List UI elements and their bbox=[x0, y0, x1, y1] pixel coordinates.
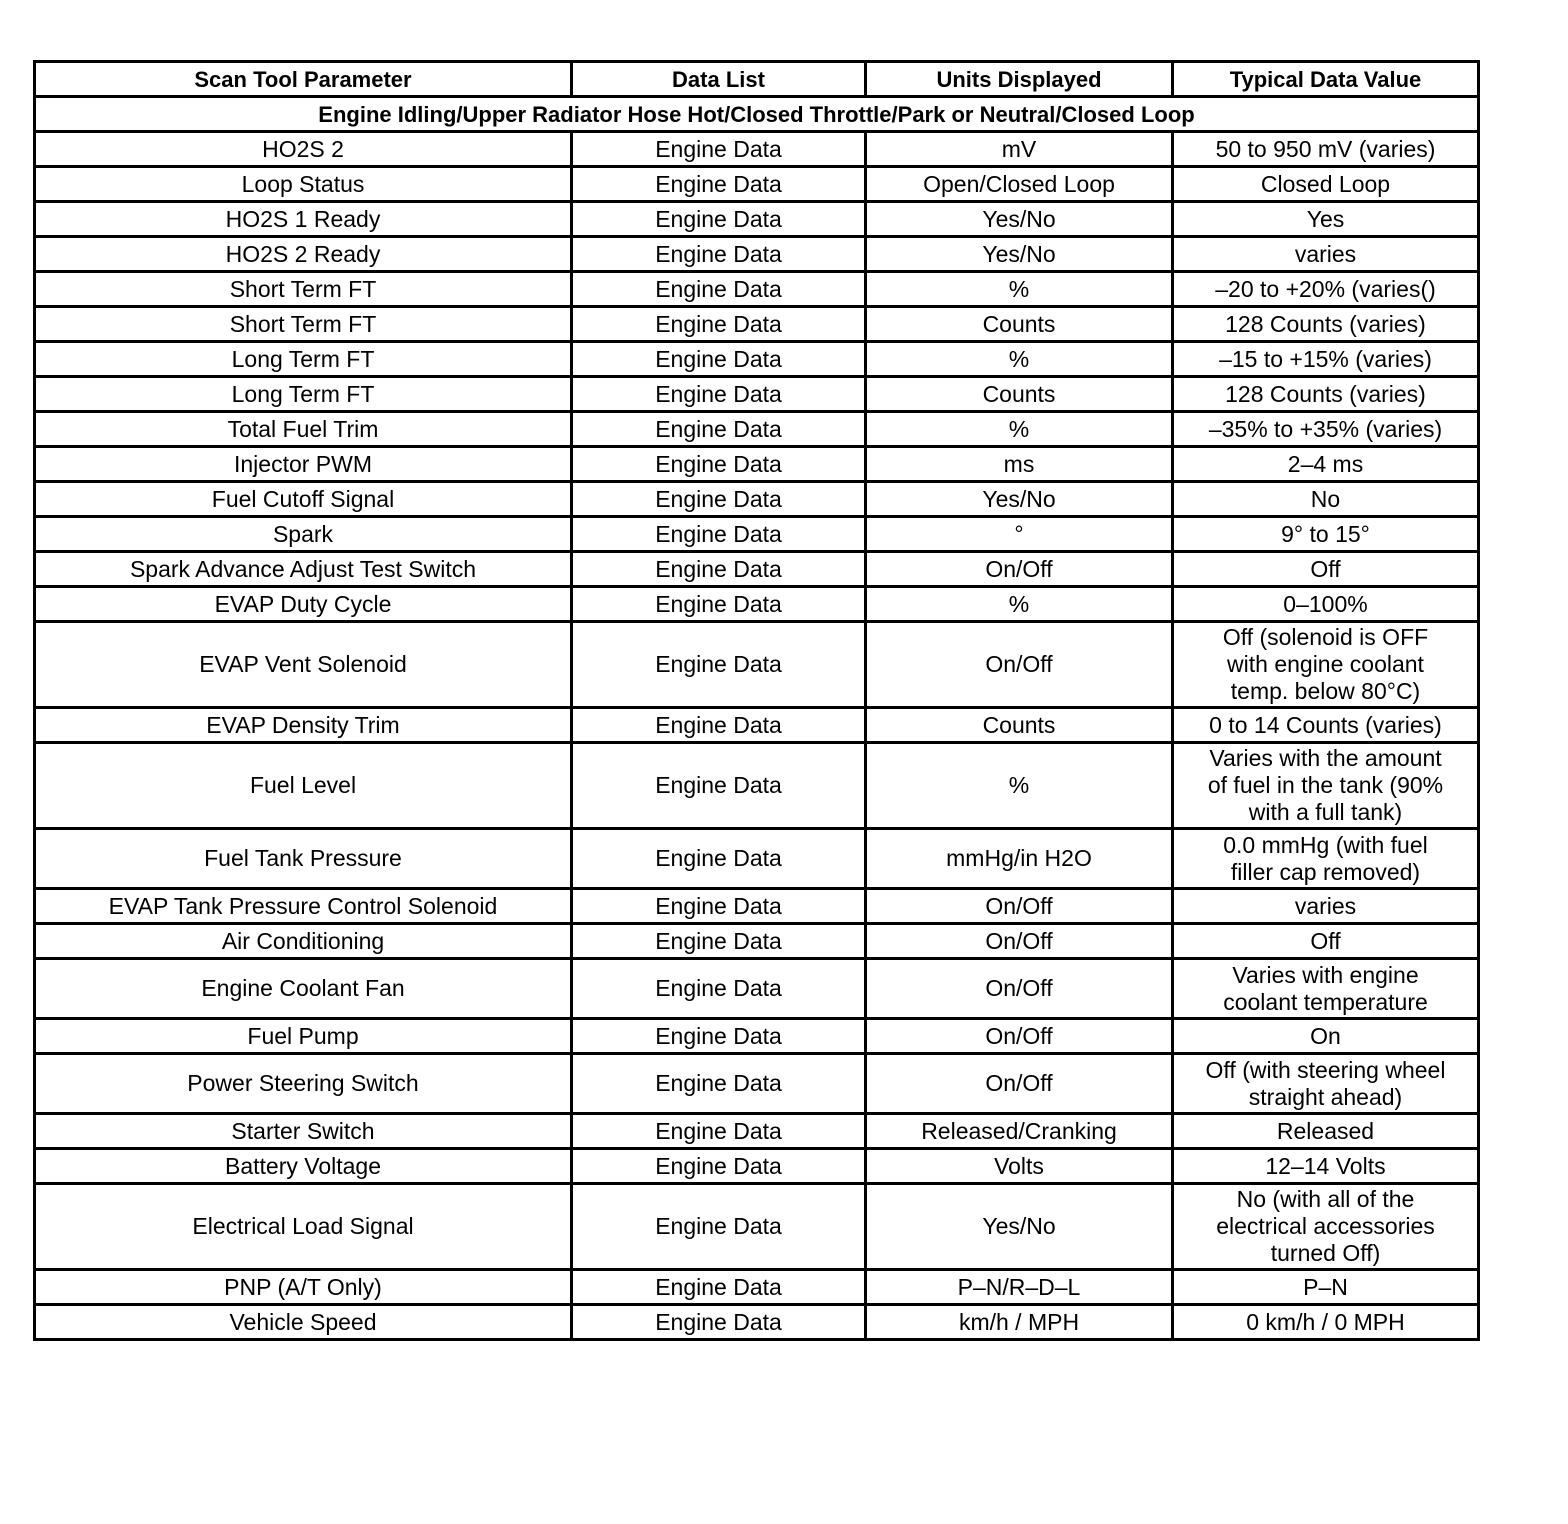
data-list-cell-text: Engine Data bbox=[655, 1308, 782, 1335]
data-list-cell bbox=[572, 924, 866, 959]
parameter-cell bbox=[35, 552, 572, 587]
header-data-list: Data List bbox=[572, 62, 866, 97]
units-cell-text: Volts bbox=[994, 1152, 1044, 1179]
parameter-cell-text: Vehicle Speed bbox=[229, 1308, 377, 1335]
parameter-cell bbox=[35, 1019, 572, 1054]
parameter-cell bbox=[35, 829, 572, 889]
table-row bbox=[35, 743, 1479, 829]
parameter-cell-text: PNP (A/T Only) bbox=[224, 1273, 382, 1300]
typical-value-cell-text: 0.0 mmHg (with fuel filler cap removed) bbox=[1223, 831, 1428, 885]
typical-value-cell-text: 0 km/h / 0 MPH bbox=[1246, 1308, 1405, 1335]
parameter-cell-text: Short Term FT bbox=[229, 275, 377, 302]
units-cell bbox=[866, 552, 1173, 587]
header-scan-tool-parameter: Scan Tool Parameter bbox=[35, 62, 572, 97]
data-list-cell-text: Engine Data bbox=[655, 975, 782, 1001]
parameter-cell-text: HO2S 1 Ready bbox=[225, 205, 381, 232]
data-list-cell-text: Engine Data bbox=[655, 590, 782, 617]
parameter-cell-text: Fuel Level bbox=[249, 772, 357, 798]
units-cell bbox=[866, 708, 1173, 743]
parameter-cell bbox=[35, 132, 572, 167]
parameter-cell bbox=[35, 272, 572, 307]
parameter-cell bbox=[35, 1149, 572, 1184]
typical-value-cell bbox=[1173, 1305, 1479, 1340]
data-list-cell bbox=[572, 1019, 866, 1054]
table-row bbox=[35, 272, 1479, 307]
units-cell bbox=[866, 743, 1173, 829]
data-list-cell bbox=[572, 307, 866, 342]
table-row bbox=[35, 829, 1479, 889]
data-list-cell-text: Engine Data bbox=[655, 485, 782, 512]
section-row bbox=[35, 97, 1479, 132]
typical-value-cell-text: 128 Counts (varies) bbox=[1225, 310, 1426, 337]
typical-value-cell bbox=[1173, 622, 1479, 708]
data-list-cell bbox=[572, 132, 866, 167]
units-cell bbox=[866, 1184, 1173, 1270]
table-row bbox=[35, 889, 1479, 924]
typical-value-cell-text: 2–4 ms bbox=[1287, 450, 1364, 477]
data-list-cell bbox=[572, 342, 866, 377]
parameter-cell-text: HO2S 2 bbox=[262, 135, 344, 162]
data-list-cell bbox=[572, 1149, 866, 1184]
units-cell bbox=[866, 237, 1173, 272]
typical-value-cell-text: Off (with steering wheel straight ahead) bbox=[1205, 1056, 1446, 1110]
units-cell-text: Counts bbox=[982, 310, 1056, 337]
data-list-cell-text: Engine Data bbox=[655, 711, 782, 738]
parameter-cell bbox=[35, 708, 572, 743]
section-title: Engine Idling/Upper Radiator Hose Hot/Closed Throttle/Park or Neutral/Closed Loop bbox=[35, 97, 1479, 132]
units-cell bbox=[866, 447, 1173, 482]
units-cell bbox=[866, 377, 1173, 412]
data-list-cell bbox=[572, 272, 866, 307]
units-cell bbox=[866, 1305, 1173, 1340]
data-list-cell-text: Engine Data bbox=[655, 1070, 782, 1096]
data-list-cell bbox=[572, 552, 866, 587]
units-cell bbox=[866, 342, 1173, 377]
data-list-cell bbox=[572, 412, 866, 447]
table-row bbox=[35, 959, 1479, 1019]
units-cell bbox=[866, 889, 1173, 924]
typical-value-cell bbox=[1173, 132, 1479, 167]
units-cell bbox=[866, 307, 1173, 342]
table-row bbox=[35, 307, 1479, 342]
data-list-cell-text: Engine Data bbox=[655, 892, 782, 919]
data-list-cell bbox=[572, 1270, 866, 1305]
units-cell bbox=[866, 1114, 1173, 1149]
parameter-cell bbox=[35, 1184, 572, 1270]
typical-value-cell bbox=[1173, 272, 1479, 307]
table-row bbox=[35, 482, 1479, 517]
data-list-cell-text: Engine Data bbox=[655, 651, 782, 677]
units-cell bbox=[866, 167, 1173, 202]
parameter-cell-text: Long Term FT bbox=[231, 380, 375, 407]
table-row bbox=[35, 708, 1479, 743]
parameter-cell bbox=[35, 482, 572, 517]
typical-value-cell-text: On bbox=[1310, 1022, 1341, 1049]
parameter-cell-text: EVAP Vent Solenoid bbox=[199, 651, 407, 677]
units-cell bbox=[866, 482, 1173, 517]
data-list-cell bbox=[572, 743, 866, 829]
parameter-cell-text: Loop Status bbox=[241, 170, 365, 197]
data-list-cell-text: Engine Data bbox=[655, 1117, 782, 1144]
data-list-cell-text: Engine Data bbox=[655, 1152, 782, 1179]
parameter-cell-text: Short Term FT bbox=[229, 310, 377, 337]
parameter-cell bbox=[35, 1054, 572, 1114]
data-list-cell bbox=[572, 167, 866, 202]
data-list-cell bbox=[572, 1305, 866, 1340]
parameter-cell-text: HO2S 2 Ready bbox=[225, 240, 381, 267]
typical-value-cell bbox=[1173, 1184, 1479, 1270]
typical-value-cell-text: 9° to 15° bbox=[1281, 520, 1370, 547]
data-list-cell bbox=[572, 517, 866, 552]
data-list-cell-text: Engine Data bbox=[655, 772, 782, 798]
units-cell bbox=[866, 587, 1173, 622]
parameter-cell-text: EVAP Duty Cycle bbox=[214, 590, 392, 617]
table-row bbox=[35, 1184, 1479, 1270]
typical-value-cell bbox=[1173, 447, 1479, 482]
typical-value-cell bbox=[1173, 307, 1479, 342]
typical-value-cell-text: varies bbox=[1294, 892, 1357, 919]
typical-value-cell-text: Closed Loop bbox=[1260, 170, 1391, 197]
header-units-displayed: Units Displayed bbox=[866, 62, 1173, 97]
units-cell-text: On/Off bbox=[985, 1070, 1053, 1096]
typical-value-cell bbox=[1173, 708, 1479, 743]
typical-value-cell-text: Varies with engine coolant temperature bbox=[1223, 961, 1428, 1015]
typical-value-cell-text: 128 Counts (varies) bbox=[1225, 380, 1426, 407]
units-cell-text: Yes/No bbox=[982, 205, 1056, 232]
parameter-cell-text: Fuel Tank Pressure bbox=[204, 845, 402, 871]
table-row bbox=[35, 412, 1479, 447]
data-list-cell bbox=[572, 622, 866, 708]
table-row bbox=[35, 622, 1479, 708]
table-row bbox=[35, 377, 1479, 412]
table-row bbox=[35, 202, 1479, 237]
parameter-cell-text: Air Conditioning bbox=[221, 927, 385, 954]
parameter-cell bbox=[35, 1305, 572, 1340]
typical-value-cell bbox=[1173, 1054, 1479, 1114]
parameter-cell bbox=[35, 377, 572, 412]
units-cell bbox=[866, 1270, 1173, 1305]
units-cell-text: On/Off bbox=[985, 927, 1053, 954]
parameter-cell-text: Power Steering Switch bbox=[187, 1070, 419, 1096]
typical-value-cell bbox=[1173, 743, 1479, 829]
data-list-cell bbox=[572, 447, 866, 482]
typical-value-cell bbox=[1173, 959, 1479, 1019]
table-row bbox=[35, 1114, 1479, 1149]
parameter-cell bbox=[35, 517, 572, 552]
table-row bbox=[35, 237, 1479, 272]
units-cell-text: Counts bbox=[982, 380, 1056, 407]
units-cell-text: ° bbox=[1014, 520, 1024, 547]
data-list-cell-text: Engine Data bbox=[655, 415, 782, 442]
units-cell bbox=[866, 1054, 1173, 1114]
table-row bbox=[35, 1019, 1479, 1054]
data-list-cell bbox=[572, 237, 866, 272]
table-row bbox=[35, 342, 1479, 377]
typical-value-cell bbox=[1173, 829, 1479, 889]
typical-value-cell-text: Released bbox=[1276, 1117, 1375, 1144]
typical-value-cell bbox=[1173, 587, 1479, 622]
data-list-cell-text: Engine Data bbox=[655, 845, 782, 871]
data-list-cell-text: Engine Data bbox=[655, 240, 782, 267]
data-list-cell-text: Engine Data bbox=[655, 275, 782, 302]
parameter-cell-text: Fuel Cutoff Signal bbox=[211, 485, 395, 512]
data-list-cell bbox=[572, 829, 866, 889]
units-cell-text: On/Off bbox=[985, 1022, 1053, 1049]
units-cell bbox=[866, 1149, 1173, 1184]
data-list-cell bbox=[572, 959, 866, 1019]
table-row bbox=[35, 517, 1479, 552]
typical-value-cell-text: Off bbox=[1310, 555, 1341, 582]
data-list-cell-text: Engine Data bbox=[655, 135, 782, 162]
data-list-cell-text: Engine Data bbox=[655, 310, 782, 337]
data-list-cell bbox=[572, 202, 866, 237]
units-cell bbox=[866, 829, 1173, 889]
units-cell bbox=[866, 202, 1173, 237]
parameter-cell bbox=[35, 307, 572, 342]
parameter-cell bbox=[35, 1114, 572, 1149]
data-list-cell-text: Engine Data bbox=[655, 170, 782, 197]
parameter-cell-text: Injector PWM bbox=[233, 450, 373, 477]
units-cell bbox=[866, 959, 1173, 1019]
data-list-cell-text: Engine Data bbox=[655, 1273, 782, 1300]
parameter-cell bbox=[35, 447, 572, 482]
typical-value-cell bbox=[1173, 237, 1479, 272]
units-cell-text: km/h / MPH bbox=[958, 1308, 1080, 1335]
typical-value-cell-text: No (with all of the electrical accessories turned Off) bbox=[1216, 1186, 1435, 1266]
units-cell-text: Yes/No bbox=[982, 240, 1056, 267]
typical-value-cell bbox=[1173, 1019, 1479, 1054]
data-list-cell-text: Engine Data bbox=[655, 345, 782, 372]
table-row bbox=[35, 447, 1479, 482]
units-cell bbox=[866, 412, 1173, 447]
units-cell-text: On/Off bbox=[985, 975, 1053, 1001]
parameter-cell-text: EVAP Tank Pressure Control Solenoid bbox=[108, 892, 498, 919]
units-cell-text: mmHg/in H2O bbox=[946, 845, 1092, 871]
table-row bbox=[35, 552, 1479, 587]
data-list-cell bbox=[572, 1184, 866, 1270]
parameter-cell bbox=[35, 167, 572, 202]
typical-value-cell bbox=[1173, 167, 1479, 202]
parameter-cell bbox=[35, 587, 572, 622]
units-cell-text: On/Off bbox=[985, 892, 1053, 919]
typical-value-cell bbox=[1173, 412, 1479, 447]
typical-value-cell bbox=[1173, 1270, 1479, 1305]
table-row bbox=[35, 167, 1479, 202]
parameter-cell bbox=[35, 743, 572, 829]
data-list-cell-text: Engine Data bbox=[655, 927, 782, 954]
table-row bbox=[35, 1149, 1479, 1184]
typical-value-cell-text: 50 to 950 mV (varies) bbox=[1215, 135, 1436, 162]
parameter-cell bbox=[35, 202, 572, 237]
typical-value-cell-text: Off (solenoid is OFF with engine coolant temp. below 80°C) bbox=[1222, 624, 1429, 704]
parameter-cell-text: Long Term FT bbox=[231, 345, 375, 372]
typical-value-cell bbox=[1173, 552, 1479, 587]
parameter-cell bbox=[35, 889, 572, 924]
typical-value-cell-text: 0–100% bbox=[1283, 590, 1368, 617]
data-list-cell-text: Engine Data bbox=[655, 450, 782, 477]
data-list-cell-text: Engine Data bbox=[655, 1022, 782, 1049]
parameter-cell-text: Spark Advance Adjust Test Switch bbox=[129, 555, 477, 582]
typical-value-cell-text: Varies with the amount of fuel in the tank (90% with a full tank) bbox=[1207, 745, 1444, 825]
typical-value-cell bbox=[1173, 482, 1479, 517]
data-list-cell-text: Engine Data bbox=[655, 1213, 782, 1239]
typical-value-cell-text: P–N bbox=[1303, 1273, 1348, 1300]
table-row bbox=[35, 1270, 1479, 1305]
data-list-cell bbox=[572, 1114, 866, 1149]
units-cell bbox=[866, 517, 1173, 552]
units-cell-text: Released/Cranking bbox=[921, 1117, 1117, 1144]
units-cell-text: % bbox=[1008, 590, 1030, 617]
table-row bbox=[35, 587, 1479, 622]
data-list-cell bbox=[572, 708, 866, 743]
data-list-cell bbox=[572, 587, 866, 622]
parameter-cell-text: Engine Coolant Fan bbox=[201, 975, 405, 1001]
data-list-cell bbox=[572, 889, 866, 924]
units-cell bbox=[866, 272, 1173, 307]
scan-tool-data-table bbox=[33, 60, 1480, 1341]
parameter-cell-text: Battery Voltage bbox=[225, 1152, 381, 1179]
typical-value-cell-text: –35% to +35% (varies) bbox=[1208, 415, 1443, 442]
units-cell-text: ms bbox=[1003, 450, 1035, 477]
units-cell-text: On/Off bbox=[985, 555, 1053, 582]
parameter-cell bbox=[35, 1270, 572, 1305]
parameter-cell bbox=[35, 237, 572, 272]
units-cell-text: mV bbox=[1001, 135, 1037, 162]
table-row bbox=[35, 1305, 1479, 1340]
parameter-cell bbox=[35, 622, 572, 708]
typical-value-cell bbox=[1173, 377, 1479, 412]
header-row bbox=[35, 62, 1479, 97]
units-cell-text: Open/Closed Loop bbox=[923, 170, 1115, 197]
units-cell bbox=[866, 132, 1173, 167]
units-cell bbox=[866, 1019, 1173, 1054]
units-cell-text: Yes/No bbox=[982, 485, 1056, 512]
parameter-cell-text: Starter Switch bbox=[231, 1117, 375, 1144]
parameter-cell bbox=[35, 412, 572, 447]
typical-value-cell bbox=[1173, 342, 1479, 377]
typical-value-cell-text: No bbox=[1310, 485, 1341, 512]
typical-value-cell-text: Yes bbox=[1306, 205, 1345, 232]
units-cell-text: Yes/No bbox=[982, 1213, 1056, 1239]
typical-value-cell bbox=[1173, 924, 1479, 959]
typical-value-cell bbox=[1173, 517, 1479, 552]
table-row bbox=[35, 924, 1479, 959]
table-row bbox=[35, 132, 1479, 167]
data-list-cell bbox=[572, 377, 866, 412]
typical-value-cell-text: Off bbox=[1310, 927, 1341, 954]
units-cell-text: % bbox=[1008, 772, 1030, 798]
typical-value-cell-text: –15 to +15% (varies) bbox=[1219, 345, 1432, 372]
typical-value-cell bbox=[1173, 1114, 1479, 1149]
parameter-cell bbox=[35, 342, 572, 377]
parameter-cell-text: Fuel Pump bbox=[247, 1022, 359, 1049]
typical-value-cell-text: 0 to 14 Counts (varies) bbox=[1209, 711, 1442, 738]
parameter-cell-text: EVAP Density Trim bbox=[206, 711, 400, 738]
units-cell-text: Counts bbox=[982, 711, 1056, 738]
parameter-cell-text: Total Fuel Trim bbox=[227, 415, 379, 442]
typical-value-cell bbox=[1173, 1149, 1479, 1184]
units-cell-text: % bbox=[1008, 275, 1030, 302]
data-list-cell bbox=[572, 482, 866, 517]
units-cell bbox=[866, 622, 1173, 708]
data-list-cell-text: Engine Data bbox=[655, 380, 782, 407]
parameter-cell bbox=[35, 924, 572, 959]
typical-value-cell bbox=[1173, 889, 1479, 924]
typical-value-cell-text: 12–14 Volts bbox=[1265, 1152, 1386, 1179]
parameter-cell bbox=[35, 959, 572, 1019]
parameter-cell-text: Spark bbox=[272, 520, 334, 547]
table-row bbox=[35, 1054, 1479, 1114]
data-list-cell bbox=[572, 1054, 866, 1114]
units-cell-text: P–N/R–D–L bbox=[957, 1273, 1081, 1300]
header-typical-data-value: Typical Data Value bbox=[1173, 62, 1479, 97]
parameter-cell-text: Electrical Load Signal bbox=[192, 1213, 414, 1239]
typical-value-cell-text: varies bbox=[1294, 240, 1357, 267]
typical-value-cell bbox=[1173, 202, 1479, 237]
data-list-cell-text: Engine Data bbox=[655, 555, 782, 582]
units-cell-text: % bbox=[1008, 345, 1030, 372]
data-list-cell-text: Engine Data bbox=[655, 520, 782, 547]
typical-value-cell-text: –20 to +20% (varies() bbox=[1215, 275, 1436, 302]
units-cell-text: On/Off bbox=[985, 651, 1053, 677]
units-cell-text: % bbox=[1008, 415, 1030, 442]
units-cell bbox=[866, 924, 1173, 959]
data-list-cell-text: Engine Data bbox=[655, 205, 782, 232]
